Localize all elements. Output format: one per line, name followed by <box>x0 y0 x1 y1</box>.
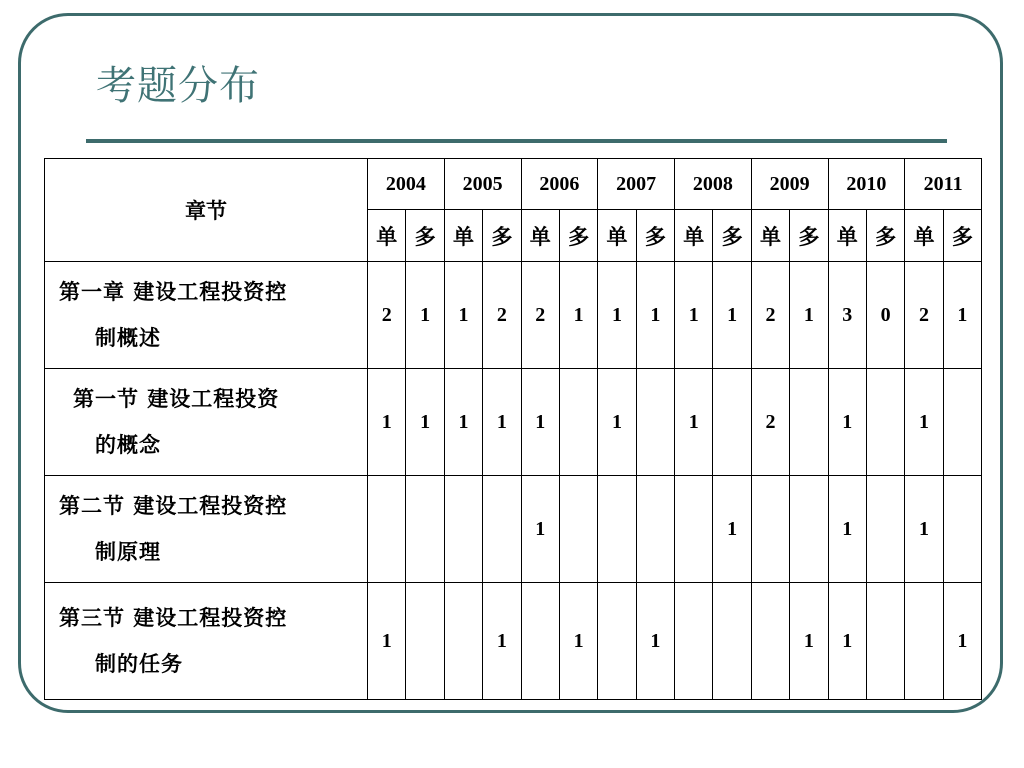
count-cell <box>713 583 751 700</box>
chapter-title <box>45 262 368 369</box>
count-cell: 1 <box>790 262 828 369</box>
count-cell <box>598 583 636 700</box>
count-cell: 1 <box>521 369 559 476</box>
count-cell: 1 <box>636 583 674 700</box>
count-cell: 1 <box>675 262 713 369</box>
year-header: 2010 <box>828 159 905 210</box>
count-cell: 1 <box>598 369 636 476</box>
single-choice-header: 单 <box>905 210 943 262</box>
chapter-title <box>45 583 368 700</box>
count-cell: 0 <box>866 262 904 369</box>
single-choice-header: 单 <box>444 210 482 262</box>
count-cell: 1 <box>559 583 597 700</box>
count-cell: 1 <box>828 476 866 583</box>
single-choice-header: 单 <box>675 210 713 262</box>
table-row <box>45 476 982 583</box>
chapter-title-line: 制概述 <box>95 325 161 350</box>
chapter-title-line: 制的任务 <box>95 651 183 676</box>
count-cell <box>675 583 713 700</box>
table-row <box>45 369 982 476</box>
multi-choice-header: 多 <box>483 210 521 262</box>
count-cell: 1 <box>713 262 751 369</box>
single-choice-header: 单 <box>751 210 789 262</box>
multi-choice-header: 多 <box>713 210 751 262</box>
count-cell: 2 <box>751 262 789 369</box>
table-row <box>45 262 982 369</box>
slide-title: 考题分布 <box>96 63 260 109</box>
single-choice-header: 单 <box>368 210 406 262</box>
count-cell <box>866 369 904 476</box>
multi-choice-header: 多 <box>790 210 828 262</box>
count-cell: 1 <box>406 369 444 476</box>
count-cell <box>790 369 828 476</box>
count-cell <box>943 476 981 583</box>
count-cell <box>713 369 751 476</box>
count-cell <box>943 369 981 476</box>
year-header-row <box>45 159 982 210</box>
count-cell <box>598 476 636 583</box>
count-cell: 1 <box>368 583 406 700</box>
chapter-title-line: 第二节 建设工程投资控 <box>59 493 288 518</box>
count-cell: 2 <box>751 369 789 476</box>
count-cell: 1 <box>790 583 828 700</box>
count-cell <box>406 583 444 700</box>
year-header: 2004 <box>368 159 445 210</box>
year-header: 2006 <box>521 159 598 210</box>
count-cell: 1 <box>521 476 559 583</box>
single-choice-header: 单 <box>828 210 866 262</box>
table-row <box>45 583 982 700</box>
single-choice-header: 单 <box>598 210 636 262</box>
count-cell: 1 <box>368 369 406 476</box>
chapter-title-line: 第三节 建设工程投资控 <box>59 605 288 630</box>
count-cell <box>368 476 406 583</box>
count-cell <box>559 369 597 476</box>
count-cell <box>636 369 674 476</box>
count-cell: 1 <box>713 476 751 583</box>
count-cell: 2 <box>521 262 559 369</box>
count-cell: 3 <box>828 262 866 369</box>
year-header: 2007 <box>598 159 675 210</box>
chapter-title-line: 的概念 <box>95 432 161 457</box>
count-cell <box>790 476 828 583</box>
year-header: 2008 <box>675 159 752 210</box>
count-cell <box>521 583 559 700</box>
chapter-title <box>45 476 368 583</box>
count-cell: 2 <box>905 262 943 369</box>
count-cell: 1 <box>828 369 866 476</box>
title-divider <box>86 139 947 143</box>
count-cell <box>751 583 789 700</box>
count-cell: 1 <box>943 583 981 700</box>
multi-choice-header: 多 <box>866 210 904 262</box>
multi-choice-header: 多 <box>943 210 981 262</box>
count-cell: 1 <box>905 476 943 583</box>
year-header: 2011 <box>905 159 982 210</box>
count-cell <box>444 583 482 700</box>
chapter-title-line: 制原理 <box>95 539 161 564</box>
count-cell <box>559 476 597 583</box>
count-cell: 1 <box>905 369 943 476</box>
chapter-title-line: 第一章 建设工程投资控 <box>59 279 288 304</box>
count-cell <box>406 476 444 583</box>
multi-choice-header: 多 <box>406 210 444 262</box>
chapter-title-line: 第一节 建设工程投资 <box>73 386 280 411</box>
count-cell <box>636 476 674 583</box>
multi-choice-header: 多 <box>559 210 597 262</box>
count-cell <box>444 476 482 583</box>
count-cell: 1 <box>483 583 521 700</box>
count-cell: 1 <box>675 369 713 476</box>
count-cell: 1 <box>598 262 636 369</box>
count-cell: 1 <box>444 369 482 476</box>
count-cell <box>751 476 789 583</box>
count-cell: 1 <box>828 583 866 700</box>
multi-choice-header: 多 <box>636 210 674 262</box>
count-cell: 1 <box>559 262 597 369</box>
count-cell <box>866 583 904 700</box>
count-cell <box>866 476 904 583</box>
count-cell: 1 <box>406 262 444 369</box>
count-cell: 1 <box>943 262 981 369</box>
single-choice-header: 单 <box>521 210 559 262</box>
chapter-header: 章节 <box>45 159 368 262</box>
chapter-title <box>45 369 368 476</box>
year-header: 2009 <box>751 159 828 210</box>
count-cell <box>905 583 943 700</box>
count-cell: 1 <box>636 262 674 369</box>
count-cell: 2 <box>483 262 521 369</box>
count-cell: 1 <box>483 369 521 476</box>
year-header: 2005 <box>444 159 521 210</box>
count-cell <box>483 476 521 583</box>
exam-distribution-table <box>44 158 982 700</box>
count-cell: 1 <box>444 262 482 369</box>
count-cell <box>675 476 713 583</box>
count-cell: 2 <box>368 262 406 369</box>
